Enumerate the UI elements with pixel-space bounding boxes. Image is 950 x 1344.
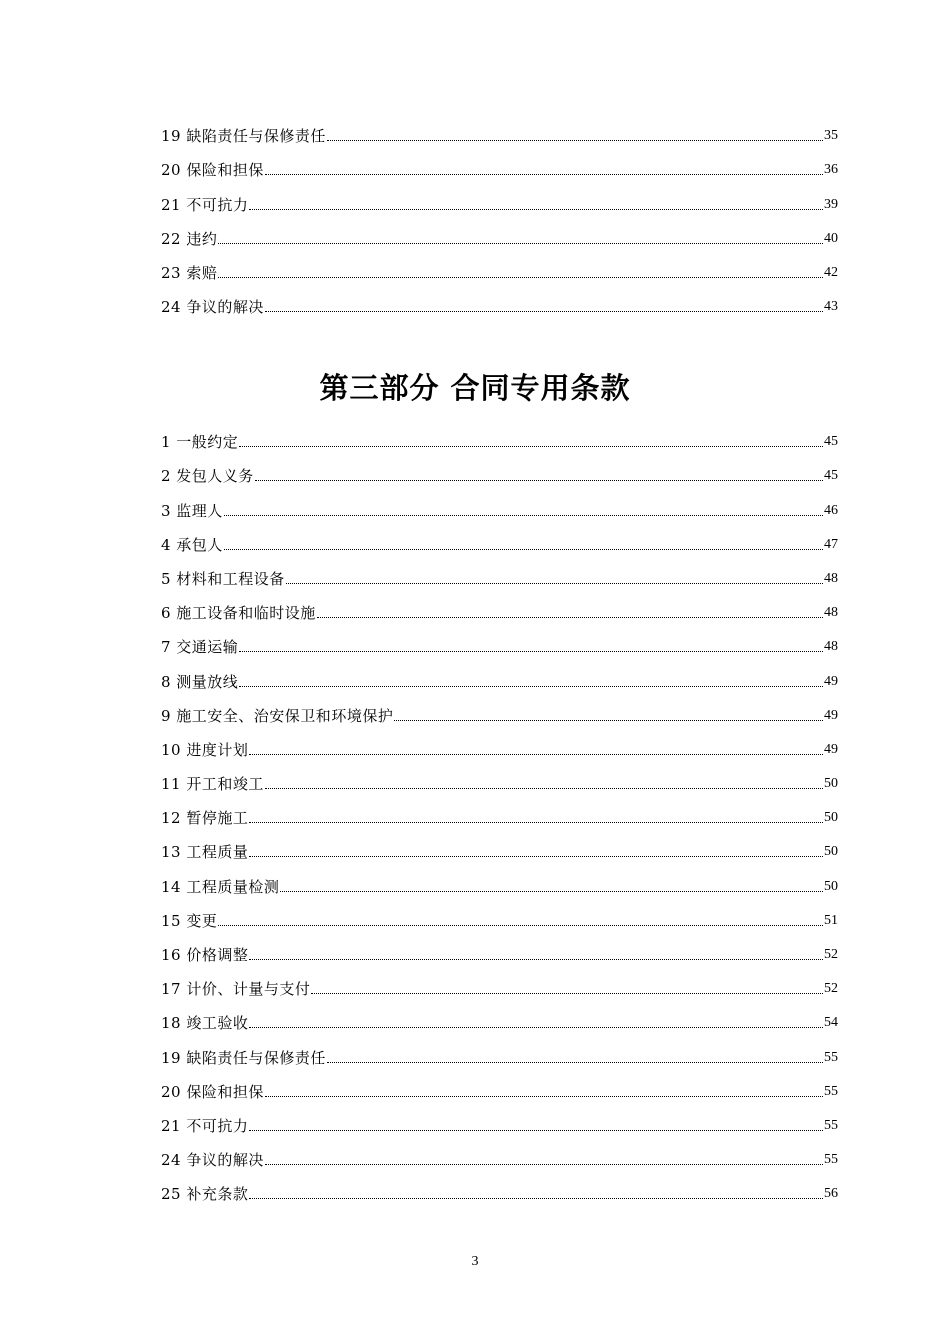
toc-entry-label: 15 变更 xyxy=(161,911,218,930)
toc-entry[interactable] xyxy=(161,452,838,486)
toc-dot-leader xyxy=(239,446,823,447)
toc-entry-page: 49 xyxy=(824,707,838,723)
toc-entry-label: 13 工程质量 xyxy=(161,843,249,862)
toc-entry-page: 55 xyxy=(824,1083,838,1099)
toc-entry-label: 21 不可抗力 xyxy=(161,1116,249,1135)
toc-dot-leader xyxy=(218,925,823,926)
toc-entry-page: 56 xyxy=(824,1186,838,1202)
toc-dot-leader xyxy=(317,617,823,618)
toc-entry-label: 17 计价、计量与支付 xyxy=(161,980,311,999)
toc-entry-label: 20 保险和担保 xyxy=(161,1082,264,1101)
toc-entry[interactable] xyxy=(161,862,838,896)
toc-entry-page: 49 xyxy=(824,673,838,689)
toc-dot-leader xyxy=(286,583,823,584)
toc-dot-leader xyxy=(239,686,823,687)
toc-entry[interactable] xyxy=(161,249,838,283)
toc-dot-leader xyxy=(224,549,823,550)
toc-entry[interactable] xyxy=(161,112,838,146)
toc-entry-page: 55 xyxy=(824,1117,838,1133)
toc-entry-page: 52 xyxy=(824,947,838,962)
toc-entry[interactable] xyxy=(161,1170,838,1204)
toc-entry-page: 48 xyxy=(824,639,838,655)
toc-entry[interactable] xyxy=(161,555,838,589)
toc-entry-label: 18 竣工验收 xyxy=(161,1014,249,1033)
toc-dot-leader xyxy=(255,480,823,481)
toc-entry[interactable] xyxy=(161,418,838,452)
page-number: 3 xyxy=(471,1254,479,1269)
toc-entry-page: 50 xyxy=(824,878,838,894)
toc-dot-leader xyxy=(280,891,823,892)
toc-entry-label: 4 承包人 xyxy=(161,535,223,554)
toc-dot-leader xyxy=(249,1027,823,1028)
toc-entry[interactable] xyxy=(161,760,838,794)
toc-entry-page: 54 xyxy=(824,1015,838,1031)
toc-dot-leader xyxy=(239,651,823,652)
toc-entry-page: 51 xyxy=(824,912,838,928)
toc-dot-leader xyxy=(394,720,823,721)
toc-entry-label: 2 发包人义务 xyxy=(161,467,254,486)
toc-dot-leader xyxy=(249,1198,823,1199)
toc-entry[interactable] xyxy=(161,589,838,623)
toc-dot-leader xyxy=(265,1096,823,1097)
toc-entry-label: 10 进度计划 xyxy=(161,740,249,759)
toc-dot-leader xyxy=(265,174,823,175)
toc-entry-page: 45 xyxy=(824,468,838,484)
toc-entry-label: 3 监理人 xyxy=(161,501,223,520)
toc-list-part3 xyxy=(161,418,838,1204)
toc-entry-page: 48 xyxy=(824,570,838,586)
toc-dot-leader xyxy=(265,788,823,789)
toc-entry[interactable] xyxy=(161,1033,838,1067)
toc-entry[interactable] xyxy=(161,999,838,1033)
toc-entry-page: 43 xyxy=(824,299,838,315)
toc-entry-label: 16 价格调整 xyxy=(161,946,249,964)
toc-entry-label: 12 暂停施工 xyxy=(161,809,249,828)
toc-entry-label: 23 索赔 xyxy=(161,263,218,282)
toc-entry-page: 49 xyxy=(824,741,838,757)
toc-entry-label: 24 争议的解决 xyxy=(161,298,264,317)
toc-entry[interactable] xyxy=(161,1136,838,1170)
toc-dot-leader xyxy=(265,1164,823,1165)
toc-entry[interactable] xyxy=(161,1102,838,1136)
toc-entry-page: 55 xyxy=(824,1152,838,1168)
toc-entry-label: 1 一般约定 xyxy=(161,433,239,452)
toc-entry-page: 52 xyxy=(824,981,838,997)
toc-dot-leader xyxy=(249,856,823,857)
toc-entry-page: 36 xyxy=(824,162,838,178)
toc-entry-page: 35 xyxy=(824,128,838,144)
toc-dot-leader xyxy=(327,140,823,141)
toc-dot-leader xyxy=(249,209,823,210)
toc-entry-label: 9 施工安全、治安保卫和环境保护 xyxy=(161,706,394,725)
toc-entry[interactable] xyxy=(161,623,838,657)
toc-dot-leader xyxy=(311,993,823,994)
toc-entry-page: 48 xyxy=(824,605,838,621)
toc-entry-page: 50 xyxy=(824,810,838,826)
toc-entry-page: 46 xyxy=(824,502,838,518)
toc-entry-page: 50 xyxy=(824,844,838,860)
toc-entry[interactable] xyxy=(161,692,838,726)
toc-entry-page: 42 xyxy=(824,264,838,280)
toc-entry-page: 55 xyxy=(824,1049,838,1065)
toc-dot-leader xyxy=(249,822,823,823)
toc-dot-leader xyxy=(249,754,823,755)
toc-entry[interactable] xyxy=(161,657,838,691)
toc-dot-leader xyxy=(265,311,823,312)
toc-entry[interactable] xyxy=(161,828,838,862)
toc-entry-label: 14 工程质量检测 xyxy=(161,877,280,896)
toc-dot-leader xyxy=(249,1130,823,1131)
toc-entry[interactable] xyxy=(161,521,838,555)
toc-entry-label: 8 测量放线 xyxy=(161,672,239,691)
toc-entry[interactable] xyxy=(161,215,838,249)
toc-entry[interactable] xyxy=(161,486,838,520)
toc-entry-label: 5 材料和工程设备 xyxy=(161,569,285,588)
toc-entry-page: 40 xyxy=(824,230,838,246)
toc-dot-leader xyxy=(218,243,823,244)
toc-entry[interactable] xyxy=(161,965,838,999)
toc-entry[interactable] xyxy=(161,146,838,180)
toc-entry[interactable] xyxy=(161,1068,838,1102)
toc-entry-label: 21 不可抗力 xyxy=(161,195,249,214)
section-title: 第三部分 合同专用条款 xyxy=(319,371,631,405)
toc-entry-label: 19 缺陷责任与保修责任 xyxy=(161,127,326,146)
toc-entry[interactable] xyxy=(161,283,838,317)
toc-dot-leader xyxy=(224,515,823,516)
toc-entry-page: 39 xyxy=(824,196,838,212)
toc-entry-label: 25 补充条款 xyxy=(161,1185,249,1204)
toc-entry[interactable] xyxy=(161,726,838,760)
toc-entry-label: 7 交通运输 xyxy=(161,638,239,657)
toc-entry-label: 19 缺陷责任与保修责任 xyxy=(161,1048,326,1067)
toc-entry-label: 24 争议的解决 xyxy=(161,1151,264,1170)
toc-entry-label: 22 违约 xyxy=(161,229,218,248)
toc-dot-leader xyxy=(327,1062,823,1063)
toc-dot-leader xyxy=(218,277,823,278)
toc-entry-label: 11 开工和竣工 xyxy=(161,775,264,794)
toc-entry-page: 47 xyxy=(824,536,838,552)
toc-entry[interactable] xyxy=(161,794,838,828)
toc-list-part2-tail xyxy=(161,112,838,317)
toc-entry-label: 6 施工设备和临时设施 xyxy=(161,604,316,623)
toc-entry[interactable] xyxy=(161,180,838,214)
toc-dot-leader xyxy=(249,959,823,960)
toc-entry[interactable] xyxy=(161,931,838,965)
toc-entry-page: 45 xyxy=(824,434,838,450)
toc-entry[interactable] xyxy=(161,897,838,931)
toc-entry-page: 50 xyxy=(824,776,838,792)
toc-entry-label: 20 保险和担保 xyxy=(161,161,264,180)
